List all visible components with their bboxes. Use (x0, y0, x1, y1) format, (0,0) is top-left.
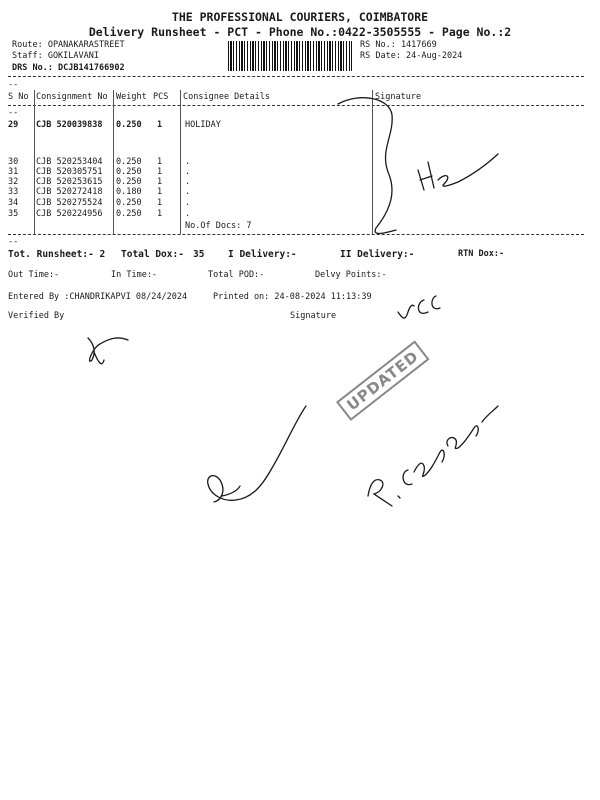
col-header-pcs: PCS (153, 92, 169, 102)
row-weight: 0.250 (116, 209, 142, 219)
row-weight: 0.250 (116, 120, 142, 130)
row-sno: 34 (8, 198, 19, 208)
no-of-docs: No.Of Docs: 7 (185, 221, 252, 231)
row-pcs: 1 (157, 167, 163, 177)
row-consignment: CJB 520275524 (36, 198, 103, 208)
divider-mark: -- (8, 108, 19, 118)
col-header-signature: Signature (375, 92, 422, 102)
ii-delivery: II Delivery:- (340, 249, 415, 260)
name-signature (368, 406, 498, 506)
barcode (228, 41, 352, 71)
col-separator (113, 90, 114, 234)
header-divider (8, 76, 584, 77)
row-weight: 0.250 (116, 177, 142, 187)
row-pcs: 1 (157, 120, 163, 130)
row-pcs: 1 (157, 209, 163, 219)
row-details: HOLIDAY (185, 120, 221, 130)
scribble-mark (88, 338, 128, 364)
col-header-consignee: Consignee Details (183, 92, 270, 102)
table-header-divider (8, 105, 584, 106)
bracket-mark (338, 98, 396, 234)
rs-number: RS No.: 1417669 (360, 40, 437, 50)
in-time: In Time:- (111, 270, 158, 280)
row-sno: 32 (8, 177, 19, 187)
row-consignment: CJB 520039838 (36, 120, 103, 130)
tot-runsheet: Tot. Runsheet:- 2 (8, 249, 106, 260)
row-consignment: CJB 520272418 (36, 187, 103, 197)
row-pcs: 1 (157, 177, 163, 187)
route-label: Route: OPANAKARASTREET (12, 40, 125, 50)
rtn-dox: RTN Dox:- (458, 249, 505, 259)
col-header-weight: Weight (116, 92, 147, 102)
row-sno: 31 (8, 167, 19, 177)
long-signature (208, 406, 306, 502)
divider-mark: -- (8, 237, 19, 247)
col-header-sno: S No (8, 92, 29, 102)
row-consignment: CJB 520253615 (36, 177, 103, 187)
total-dox-label: Total Dox:- (121, 249, 184, 260)
col-separator (372, 90, 373, 234)
drs-number: DRS No.: DCJB141766902 (12, 63, 125, 73)
signature-label: Signature (290, 311, 337, 321)
vc-initials (398, 296, 440, 318)
row-sno: 29 (8, 120, 19, 130)
col-header-consignment: Consignment No (36, 92, 108, 102)
row-details: . (185, 209, 191, 219)
staff-label: Staff: GOKILAVANI (12, 51, 99, 61)
row-details: . (185, 157, 191, 167)
row-consignment: CJB 520224956 (36, 209, 103, 219)
row-pcs: 1 (157, 187, 163, 197)
row-pcs: 1 (157, 157, 163, 167)
out-time: Out Time:- (8, 270, 60, 280)
row-weight: 0.250 (116, 198, 142, 208)
row-weight: 0.180 (116, 187, 142, 197)
row-details: . (185, 177, 191, 187)
table-footer-divider (8, 234, 584, 235)
row-sno: 30 (8, 157, 19, 167)
row-weight: 0.250 (116, 157, 142, 167)
runsheet-subtitle: Delivery Runsheet - PCT - Phone No.:0422-3505555 - Page No.:2 (88, 25, 512, 39)
delvy-points: Delvy Points:- (315, 270, 387, 280)
entered-by: Entered By :CHANDRIKAPVI 08/24/2024 (8, 292, 188, 302)
col-separator (180, 90, 181, 234)
row-details: . (185, 198, 191, 208)
row-details: . (185, 187, 191, 197)
verified-by: Verified By (8, 311, 65, 321)
total-dox-value: 35 (193, 249, 205, 260)
total-pod: Total POD:- (208, 270, 265, 280)
company-title: THE PROFESSIONAL COURIERS, COIMBATORE (171, 10, 429, 24)
row-consignment: CJB 520305751 (36, 167, 103, 177)
printed-on: Printed on: 24-08-2024 11:13:39 (213, 292, 372, 302)
row-sno: 33 (8, 187, 19, 197)
row-consignment: CJB 520253404 (36, 157, 103, 167)
rs-date: RS Date: 24-Aug-2024 (360, 51, 463, 61)
divider-mark: -- (8, 80, 19, 90)
updated-stamp: UPDATED (336, 340, 430, 420)
row-pcs: 1 (157, 198, 163, 208)
col-separator (34, 90, 35, 234)
row-weight: 0.250 (116, 167, 142, 177)
row-details: . (185, 167, 191, 177)
initial-mark (418, 154, 498, 190)
row-sno: 35 (8, 209, 19, 219)
i-delivery: I Delivery:- (228, 249, 297, 260)
